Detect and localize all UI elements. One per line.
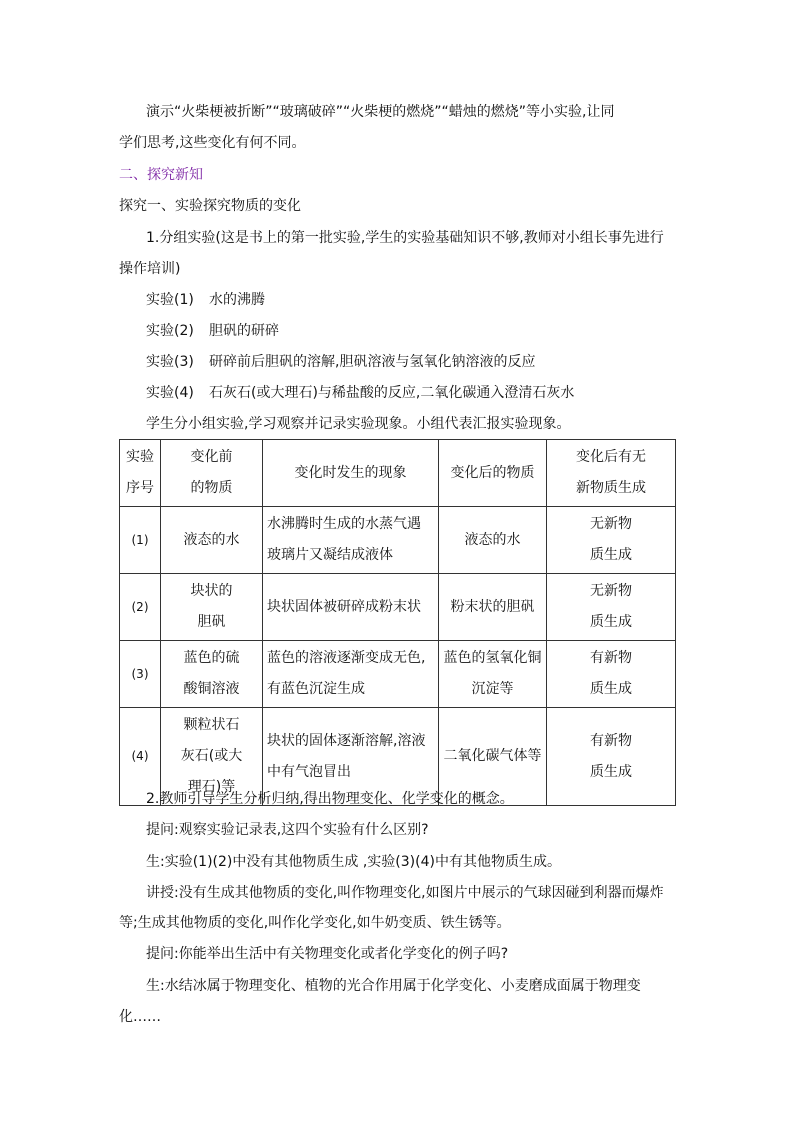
header-during: 变化时发生的现象 [263,440,439,507]
cell-before: 颗粒状石 灰石(或大 理石)等 [161,708,263,806]
experiment-item [146,321,279,341]
table-header-row [120,440,676,507]
table-row [120,641,676,708]
lecture-line-2: 等;生成其他物质的变化,叫作化学变化,如牛奶变质、铁生锈等。 [119,915,511,931]
table-row [120,507,676,574]
cell-after: 粉末状的胆矾 [439,574,547,641]
subsection-title: 探究一、实验探究物质的变化 [119,198,301,214]
cell-seq: (1) [120,507,161,574]
question-1: 提问:观察实验记录表,这四个实验有什么区别? [146,822,429,838]
section-heading: 二、探究新知 [119,167,203,183]
experiment-text: 石灰石(或大理石)与稀盐酸的反应,二氧化碳通入澄清石灰水 [209,385,575,401]
intro-line-2: 学们思考,这些变化有何不同。 [119,135,306,151]
experiment-number: 实验(3) [146,354,194,370]
step1-line-2: 操作培训) [119,261,181,277]
cell-during: 水沸腾时生成的水蒸气遇 玻璃片又凝结成液体 [263,507,439,574]
header-before: 变化前 的物质 [161,440,263,507]
cell-seq: (2) [120,574,161,641]
intro-line-1: 演示“火柴梗被折断”“玻璃破碎”“火柴梗的燃烧”“蜡烛的燃烧”等小实验,让同 [146,104,615,120]
cell-before: 块状的 胆矾 [161,574,263,641]
answer-2-line-2: 化…… [119,1009,161,1025]
cell-seq: (3) [120,641,161,708]
cell-after: 二氧化碳气体等 [439,708,547,806]
experiment-number: 实验(2) [146,323,194,339]
cell-during: 蓝色的溶液逐渐变成无色, 有蓝色沉淀生成 [263,641,439,708]
cell-new: 无新物 质生成 [547,574,676,641]
cell-during: 块状固体被研碎成粉末状 [263,574,439,641]
step2-line: 2.教师引导学生分析归纳,得出物理变化、化学变化的概念。 [146,791,514,807]
cell-new: 有新物 质生成 [547,708,676,806]
cell-new: 无新物 质生成 [547,507,676,574]
experiment-text: 研碎前后胆矾的溶解,胆矾溶液与氢氧化钠溶液的反应 [209,354,536,370]
experiment-item [146,352,535,372]
observe-line: 学生分小组实验,学习观察并记录实验现象。小组代表汇报实验现象。 [146,416,571,432]
cell-before: 蓝色的硫 酸铜溶液 [161,641,263,708]
question-2: 提问:你能举出生活中有关物理变化或者化学变化的例子吗? [146,946,509,962]
step1-line-1: 1.分组实验(这是书上的第一批实验,学生的实验基础知识不够,教师对小组长事先进行 [146,230,664,246]
experiment-text: 胆矾的研碎 [209,323,279,339]
table-row [120,574,676,641]
cell-seq: (4) [120,708,161,806]
answer-2-line-1: 生:水结冰属于物理变化、植物的光合作用属于化学变化、小麦磨成面属于物理变 [146,978,641,994]
header-after: 变化后的物质 [439,440,547,507]
cell-new: 有新物 质生成 [547,641,676,708]
cell-after: 蓝色的氢氧化铜 沉淀等 [439,641,547,708]
experiment-item [146,290,265,310]
cell-after: 液态的水 [439,507,547,574]
experiment-text: 水的沸腾 [209,292,265,308]
header-seq: 实验 序号 [120,440,161,507]
answer-1: 生:实验(1)(2)中没有其他物质生成 ,实验(3)(4)中有其他物质生成。 [146,854,561,870]
cell-before: 液态的水 [161,507,263,574]
header-new: 变化后有无 新物质生成 [547,440,676,507]
lecture-line-1: 讲授:没有生成其他物质的变化,叫作物理变化,如图片中展示的气球因碰到利器而爆炸 [146,885,664,901]
experiment-table [119,439,676,806]
experiment-number: 实验(4) [146,385,194,401]
experiment-item [146,383,574,403]
experiment-number: 实验(1) [146,292,194,308]
cell-during: 块状的固体逐渐溶解,溶液 中有气泡冒出 [263,708,439,806]
